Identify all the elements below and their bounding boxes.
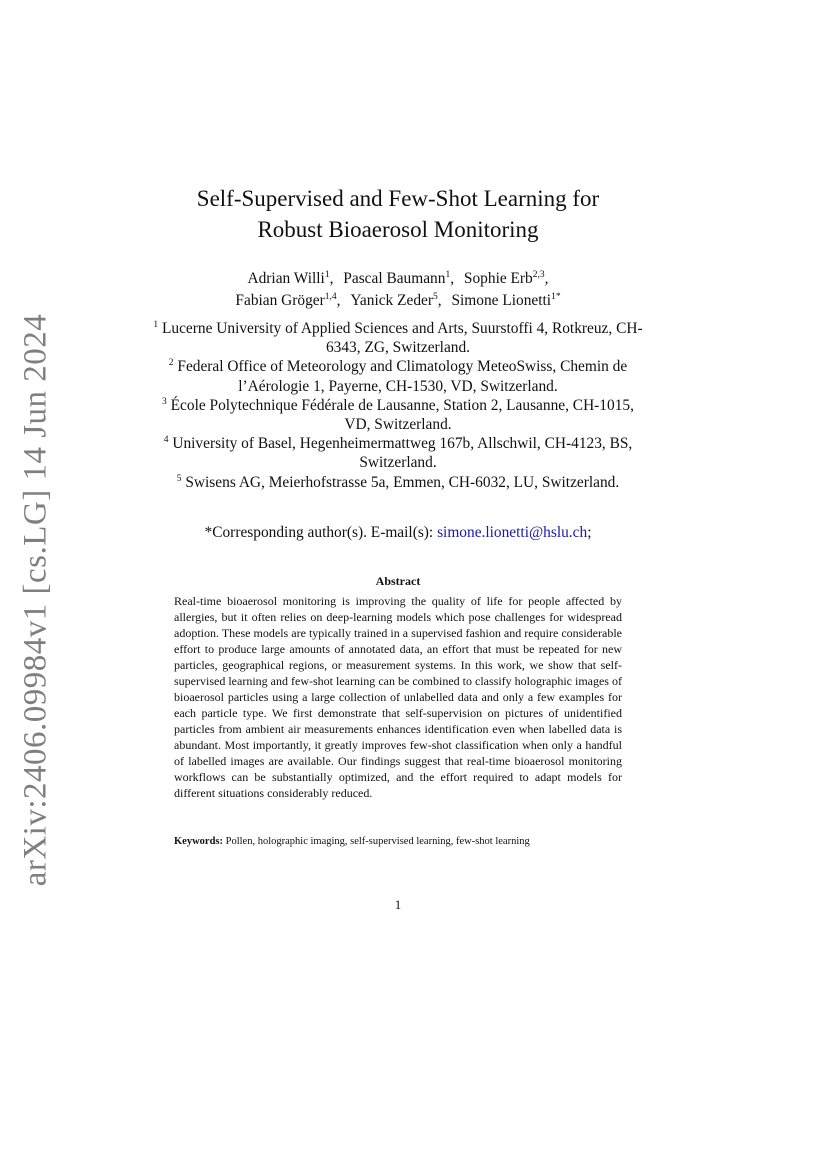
paper-title	[120, 183, 676, 245]
affiliation: $^4$ University of Basel, Hegenheimermattweg 167b, Allschwil, CH-4123, BS, Switzerland.	[163, 435, 633, 472]
author-line	[120, 290, 676, 312]
abstract-body: Real-time bioaerosol monitoring is improving the quality of life for people affected by allergies, but it often relies on deep-learning models which pose challenges for widespread adoption. These models are typically trained in a supervised fashion and require considerable effort to produce large amounts of annotated data, an effort that must be repeated for new particles, geographical regions, or measurement systems. In this work, we show that self-supervised learning and few-shot learning can be combined to classify holographic images of bioaerosol particles using a large collection of unlabelled data and only a few examples for each particle type. We first demonstrate that self-supervision on pictures of unidentified particles from ambient air measurements enhances identification even when labelled data is abundant. Most importantly, it greatly improves few-shot classification when only a handful of labelled images are available. Our findings suggest that real-time bioaerosol monitoring workflows can be substantially optimized, and the effort required to adapt models for different situations considerably reduced.	[174, 594, 622, 800]
author: Fabian Gröger$^{1,4}$,	[235, 292, 341, 309]
author-list	[120, 268, 676, 312]
email-link[interactable]: simone.lionetti@hslu.ch	[437, 524, 588, 541]
author: Sophie Erb$^{2,3}$,	[463, 270, 549, 287]
keywords	[174, 836, 622, 847]
author: Simone Lionetti$^{1*}$	[451, 292, 561, 309]
affiliation: $^3$ École Polytechnique Fédérale de Lausanne, Station 2, Lausanne, CH-1015, VD, Switzerland.	[162, 396, 634, 434]
abstract-heading: Abstract	[375, 574, 421, 588]
corresponding-author: *Corresponding author(s). E-mail(s): simone.lionetti@hslu.ch;	[204, 524, 592, 541]
arxiv-identifier	[16, 313, 56, 887]
title-line: Self-Supervised and Few-Shot Learning for	[196, 186, 600, 211]
keywords-text: Pollen, holographic imaging, self-supervised learning, few-shot learning	[225, 836, 530, 847]
author: Adrian Willi$^1$,	[247, 270, 334, 287]
affiliation: $^5$ Swisens AG, Meierhofstrasse 5a, Emmen, CH-6032, LU, Switzerland.	[176, 473, 620, 491]
keywords-label: Keywords:	[174, 836, 223, 847]
page-number: 1	[394, 897, 402, 912]
author: Pascal Baumann$^1$,	[343, 270, 455, 287]
author-line	[120, 268, 676, 290]
affiliations	[150, 319, 646, 492]
affiliation: $^2$ Federal Office of Meteorology and Climatology MeteoSwiss, Chemin de l’Aérologie 1, Payerne, CH-1530, VD, Switzerland.	[168, 358, 628, 395]
author: Yanick Zeder$^5$,	[350, 292, 442, 309]
title-line: Robust Bioaerosol Monitoring	[257, 217, 539, 242]
affiliation: $^1$ Lucerne University of Applied Sciences and Arts, Suurstoffi 4, Rotkreuz, CH-6343, ZG, Switzerland.	[153, 320, 643, 357]
arxiv-identifier-text: arXiv:2406.09984v1 [cs.LG] 14 Jun 2024	[17, 313, 54, 887]
